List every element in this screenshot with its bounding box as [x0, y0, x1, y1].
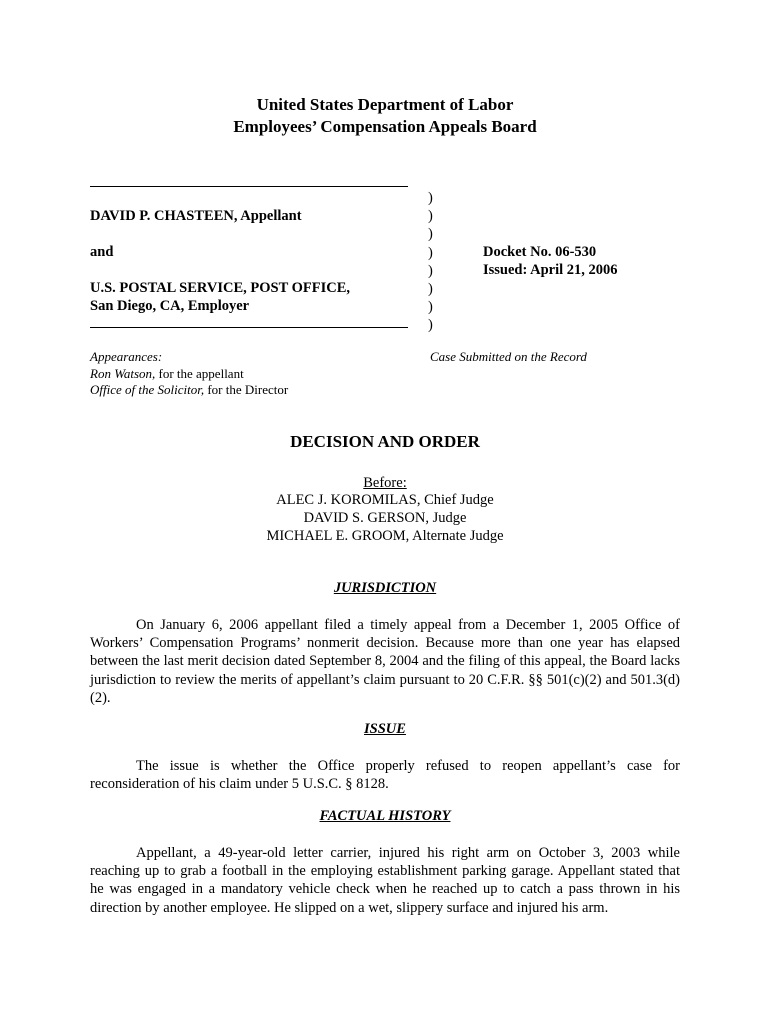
counsel-role: for the appellant	[155, 366, 244, 381]
issue-paragraph: The issue is whether the Office properly refused to reopen appellant’s case for reconsideration of his claim under 5 U.S.C. § 8128.	[90, 758, 680, 793]
factual-history-heading: FACTUAL HISTORY	[319, 808, 451, 824]
panel-before	[0, 474, 770, 492]
judge-alternate: MICHAEL E. GROOM, Alternate Judge	[266, 528, 504, 544]
caption-top-rule	[90, 186, 408, 187]
paren: )	[428, 226, 433, 243]
paren: )	[428, 208, 433, 225]
counsel-name: Office of the Solicitor,	[90, 382, 205, 397]
paren: )	[428, 262, 433, 279]
appellant-name: DAVID P. CHASTEEN, Appellant	[90, 208, 302, 224]
factual-history-paragraph: Appellant, a 49-year-old letter carrier, injured his right arm on October 3, 2003 while reaching up to grab a football in the employing establishment parking garage. Appellant stated that he was engaged in a mandatory vehicle check when he reached up to catch a pass thrown in his direction by another employee. He slipped on a wet, slippery surface and injured his arm.	[90, 845, 680, 916]
before-label: Before:	[363, 475, 407, 491]
paren: )	[428, 280, 433, 297]
appearances-label: Appearances:	[90, 349, 163, 364]
counsel-role: for the Director	[204, 382, 289, 397]
paren: )	[428, 317, 433, 334]
appearance-appellant	[90, 366, 244, 383]
judge: DAVID S. GERSON, Judge	[303, 510, 467, 526]
employer-line-2: San Diego, CA, Employer	[90, 298, 250, 314]
counsel-name: Ron Watson,	[90, 366, 156, 381]
caption-parentheses	[428, 189, 433, 335]
docket-number: Docket No. 06-530	[483, 244, 597, 260]
jurisdiction-paragraph: On January 6, 2006 appellant filed a timely appeal from a December 1, 2005 Office of Workers’ Compensation Programs’ nonmerit decision. Because more than one year has elapsed between the last merit decision dated September 8, 2004 and the filing of this appeal, the Board lacks jurisdiction to review the merits of appellant’s claim pursuant to 20 C.F.R. §§ 501(c)(2) and 501.3(d)(2).	[90, 617, 680, 706]
board-title: Employees’ Compensation Appeals Board	[233, 117, 537, 136]
jurisdiction-heading: JURISDICTION	[333, 580, 437, 596]
paren: )	[428, 244, 433, 261]
paren: )	[428, 299, 433, 316]
issue-heading: ISSUE	[364, 721, 406, 737]
caption-and: and	[90, 244, 114, 260]
decision-title: DECISION AND ORDER	[290, 432, 480, 451]
caption-bottom-rule	[90, 327, 408, 328]
issued-date: Issued: April 21, 2006	[483, 262, 618, 278]
judge-chief: ALEC J. KOROMILAS, Chief Judge	[276, 492, 494, 508]
agency-title: United States Department of Labor	[256, 95, 514, 114]
paren: )	[428, 190, 433, 206]
case-submitted-note: Case Submitted on the Record	[430, 349, 587, 364]
appearance-director	[90, 382, 288, 399]
employer-line-1: U.S. POSTAL SERVICE, POST OFFICE,	[90, 280, 351, 296]
